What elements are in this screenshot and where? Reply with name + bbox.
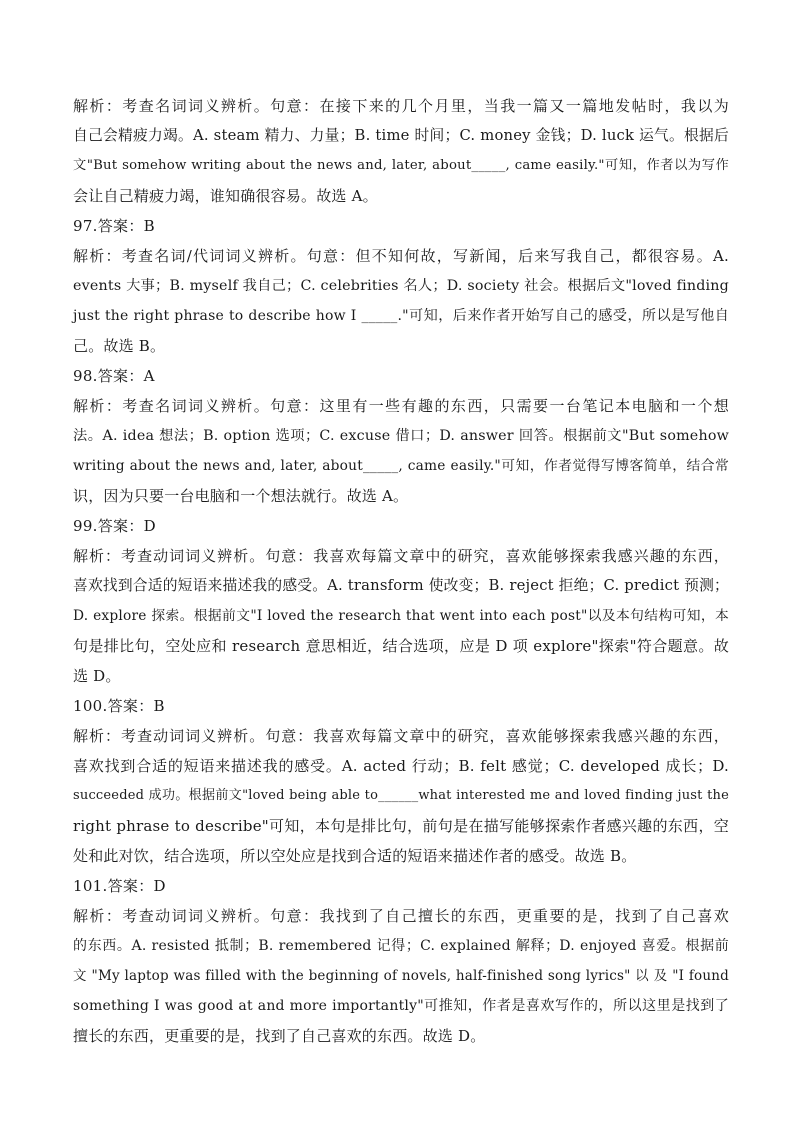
document-page <box>73 91 729 1051</box>
text-line: right phrase to describe"可知，本句是排比句，前句是在描写能够探索作者感兴趣的东西，空 <box>73 817 729 835</box>
text-line: something I was good at and more importantly"可推知，作者是喜欢写作的，所以这里是找到了 <box>73 998 729 1014</box>
text-line: writing about the news and, later, about_____, came easily."可知，作者觉得写博客简单，结合常 <box>73 458 729 474</box>
text-line: 解析：考查名词/代词词义辨析。句意：但不知何故，写新闻，后来写我自己，都很容易。A. <box>73 247 729 265</box>
text-line: just the right phrase to describe how I _____."可知，后来作者开始写自己的感受，所以是写他自 <box>73 308 729 324</box>
text-line: 处和此对饮，结合选项，所以空处应是找到合适的短语来描述作者的感受。故选 B。 <box>73 847 637 865</box>
question-100 <box>73 691 729 871</box>
text-line: 喜欢找到合适的短语来描述我的感受。A. transform 使改变；B. reject 拒绝；C. predict 预测； <box>73 577 729 594</box>
text-line: 自己会精疲力竭。A. steam 精力、力量；B. time 时间；C. money 金钱；D. luck 运气。根据后 <box>73 127 729 144</box>
text-line: 句是排比句，空处应和 research 意思相近，结合选项，应是 D 项 explore"探索"符合题意。故 <box>73 637 729 655</box>
text-line: 文"But somehow writing about the news and, later, about_____, came easily."可知，作者以为写作 <box>73 158 729 173</box>
text-line: succeeded 成功。根据前文"loved being able to______what interested me and loved finding just the <box>73 788 729 803</box>
text-line: 解析：考查动词词义辨析。句意：我喜欢每篇文章中的研究，喜欢能够探索我感兴趣的东西， <box>73 727 729 745</box>
text-line: 解析：考查动词词义辨析。句意：我喜欢每篇文章中的研究，喜欢能够探索我感兴趣的东西， <box>73 547 729 565</box>
text-line: 喜欢找到合适的短语来描述我的感受。A. acted 行动；B. felt 感觉；C. developed 成长；D. <box>73 757 729 775</box>
answer-heading: 99.答案：D <box>73 517 156 535</box>
answer-heading: 100.答案：B <box>73 697 165 715</box>
text-line: 的东西。A. resisted 抵制；B. remembered 记得；C. explained 解释；D. enjoyed 喜爱。根据前 <box>73 938 729 954</box>
text-line: D. explore 探索。根据前文"I loved the research that went into each post"以及本句结构可知，本 <box>73 608 729 624</box>
text-line: 擅长的东西，更重要的是，找到了自己喜欢的东西。故选 D。 <box>73 1027 486 1045</box>
text-line: 选 D。 <box>73 667 121 685</box>
text-line: events 大事；B. myself 我自己；C. celebrities 名人；D. society 社会。根据后文"loved finding <box>73 278 729 294</box>
question-98 <box>73 361 729 511</box>
text-line: 己。故选 B。 <box>73 337 166 355</box>
text-line: 解析：考查名词词义辨析。句意：这里有一些有趣的东西，只需要一台笔记本电脑和一个想 <box>73 397 729 415</box>
answer-heading: 97.答案：B <box>73 217 155 235</box>
question-97 <box>73 211 729 361</box>
text-line: 会让自己精疲力竭，谁知确很容易。故选 A。 <box>73 187 378 205</box>
question-101 <box>73 871 729 1051</box>
text-line: 解析：考查动词词义辨析。句意：我找到了自己擅长的东西，更重要的是，找到了自己喜欢 <box>73 907 729 925</box>
text-line: 解析：考查名词词义辨析。句意：在接下来的几个月里，当我一篇又一篇地发帖时，我以为 <box>73 97 729 115</box>
text-line: 法。A. idea 想法；B. option 选项；C. excuse 借口；D. answer 回答。根据前文"But somehow <box>73 428 729 444</box>
question-99 <box>73 511 729 691</box>
text-line: 识，因为只要一台电脑和一个想法就行。故选 A。 <box>73 487 409 505</box>
answer-heading: 98.答案：A <box>73 367 155 385</box>
explanation-96 <box>73 91 729 211</box>
text-line: 文 "My laptop was filled with the beginning of novels, half-finished song lyrics" 以 及 "I found <box>73 968 729 984</box>
answer-heading: 101.答案：D <box>73 877 166 895</box>
